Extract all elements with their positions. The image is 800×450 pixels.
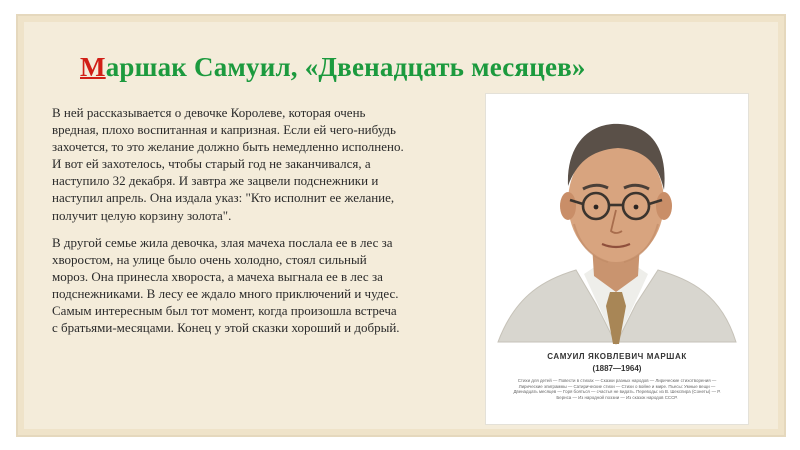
title-rest: аршак Самуил, «Двенадцать месяцев» <box>105 52 586 82</box>
slide-title <box>80 52 586 83</box>
slide <box>16 14 786 437</box>
title-first-letter: М <box>80 52 106 82</box>
portrait-card <box>485 93 749 425</box>
portrait-illustration <box>486 94 748 424</box>
body-text <box>52 104 404 346</box>
paragraph-2: В другой семье жила девочка, злая мачеха послала ее в лес за хворостом, на улице было очень холодно, стоял сильный мороз. Она принесла хвороста, а мачеха выгнала ее в лес за подснежниками. В лесу ее ждало много приключений и чудес. Самым интересным был тот момент, когда произошла встреча с братьями-месяцами. Конец у этой сказки хороший и добрый. <box>52 234 400 336</box>
portrait-caption-works: Стихи для детей — Повести в стихах — Сказки разных народов — Лирические стихотворения — Лирические эпиграммы — Сатирические стихи — Стихи о войне и мире. Пьесы: Умные вещи — Двенадцать месяцев — Горя бояться — счастья не видать. Переводы: из В. Шекспира (Сонеты) — Р. Бернса — Из народной поэзии — Из сказок народов СССР. <box>513 378 721 400</box>
portrait-caption-years: (1887—1964) <box>592 364 642 373</box>
portrait-caption-name: САМУИЛ ЯКОВЛЕВИЧ МАРШАК <box>547 352 687 361</box>
paragraph-1: В ней рассказывается о девочке Королеве, которая очень вредная, плохо воспитанная и капризная. Если ей чего-нибудь захочется, то это желание должно быть немедленно исполнено. И вот ей захотелось, чтобы старый год не заканчивался, а наступило 32 декабря. И завтра же зацвели подснежники и наступил апрель. Она издала указ: "Кто исполнит ее желание, получит целую корзину золота". <box>52 105 404 223</box>
